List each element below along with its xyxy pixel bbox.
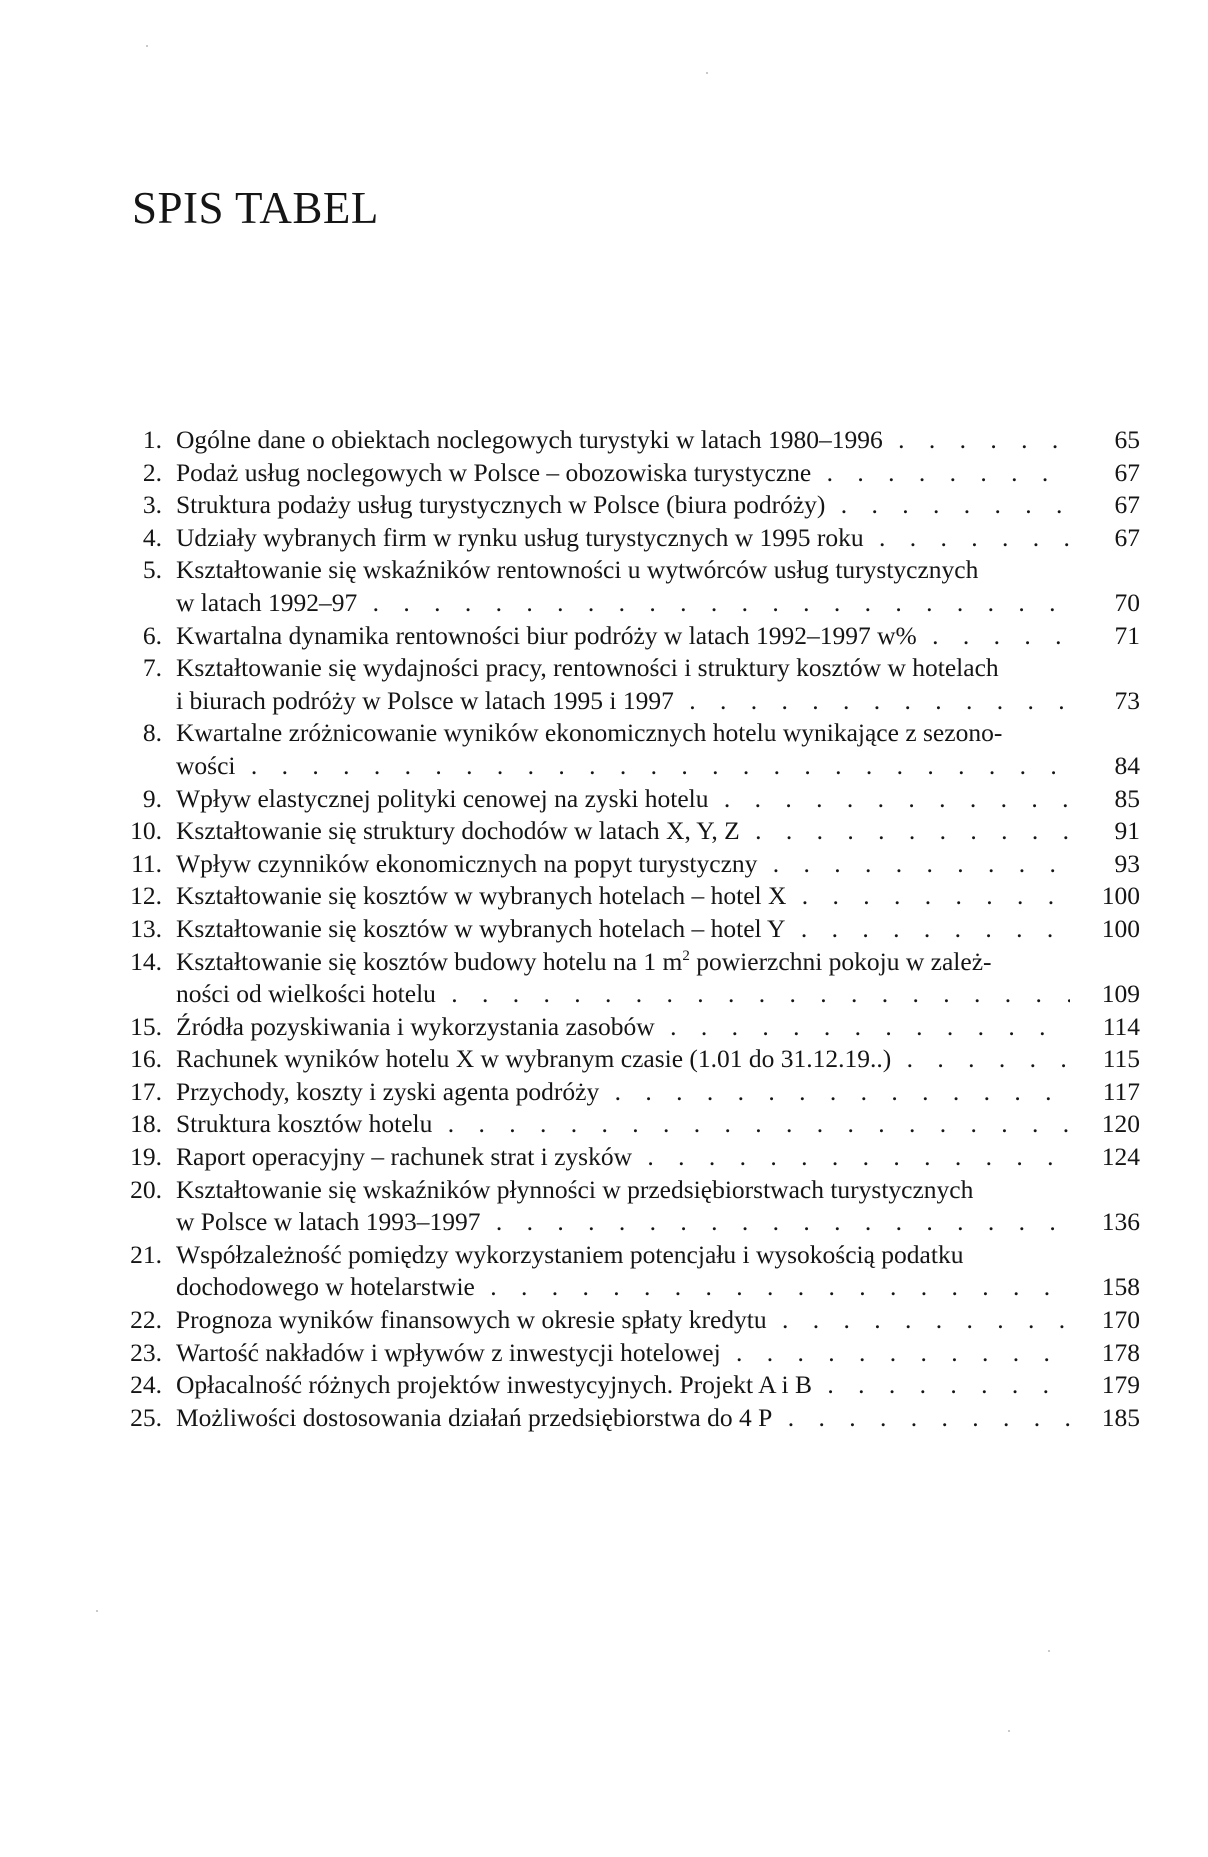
table-entry [124, 1369, 1140, 1402]
entry-page-number: 115 [1102, 1044, 1140, 1074]
entry-title [176, 1108, 1070, 1141]
entry-line [124, 652, 1140, 685]
entry-number: 3. [142, 490, 162, 520]
entry-line [124, 424, 1140, 457]
entry-number: 25. [130, 1402, 162, 1432]
entry-title [176, 457, 1070, 490]
table-entry [124, 815, 1140, 848]
entry-line [124, 1337, 1140, 1370]
entry-number: 17. [130, 1076, 162, 1106]
table-entry [124, 1011, 1140, 1044]
entry-number: 10. [130, 816, 162, 846]
table-entry [124, 1304, 1140, 1337]
table-entry [124, 1141, 1140, 1174]
entry-title-text: Kształtowanie się kosztów w wybranych hotelach – hotel X [176, 881, 787, 911]
entry-title [176, 1402, 1070, 1435]
entry-title [176, 652, 1070, 685]
entry-title-text: w Polsce w latach 1993–1997 [176, 1207, 481, 1237]
table-entry [124, 783, 1140, 816]
entry-number: 22. [130, 1305, 162, 1335]
entry-number: 7. [142, 653, 162, 683]
entry-page-number: 65 [1114, 425, 1140, 454]
entry-title [176, 946, 1070, 979]
entry-number: 24. [130, 1370, 162, 1400]
entry-page-number: 136 [1101, 1207, 1140, 1237]
table-entry [124, 652, 1140, 717]
entry-number: 2. [142, 457, 162, 487]
entry-title-text: Wartość nakładów i wpływów z inwestycji hotelowej [176, 1337, 721, 1367]
entry-line [124, 522, 1140, 555]
entry-title-text: Rachunek wyników hotelu X w wybranym czasie (1.01 do 31.12.19..) [176, 1044, 892, 1074]
entry-line [124, 1402, 1140, 1435]
entry-page-number: 85 [1114, 783, 1140, 813]
entry-line [124, 457, 1140, 490]
entry-number: 21. [130, 1239, 162, 1269]
entry-line [124, 946, 1140, 979]
entry-line [124, 1141, 1140, 1174]
entry-title [176, 1011, 1070, 1044]
table-entry [124, 457, 1140, 490]
table-entry [124, 717, 1140, 782]
table-entry [124, 1076, 1140, 1109]
superscript: 2 [682, 947, 690, 964]
entry-title-text: wości [176, 750, 236, 780]
entry-number: 6. [142, 620, 162, 650]
entry-page-number: 178 [1101, 1337, 1140, 1367]
entry-title [176, 1337, 1070, 1370]
entry-title-text: Kwartalne zróżnicowanie wyników ekonomicznych hotelu wynikające z sezono- [176, 718, 1003, 748]
entry-number: 5. [142, 555, 162, 585]
entry-number: 13. [130, 913, 162, 943]
entry-line [124, 978, 1140, 1011]
entry-page-number: 73 [1114, 685, 1140, 715]
entry-line [124, 1206, 1140, 1239]
table-entry [124, 554, 1140, 619]
entry-page-number: 124 [1101, 1142, 1140, 1172]
entry-page-number: 158 [1101, 1272, 1140, 1302]
table-entry [124, 1108, 1140, 1141]
entry-title [176, 913, 1070, 946]
entry-title-text: Kształtowanie się struktury dochodów w latach X, Y, Z [176, 816, 740, 846]
entry-number: 4. [142, 522, 162, 552]
entry-title-text: Współzależność pomiędzy wykorzystaniem potencjału i wysokością podatku [176, 1239, 964, 1269]
table-entry [124, 1174, 1140, 1239]
entry-title [176, 848, 1070, 881]
entry-number: 14. [130, 946, 162, 976]
entry-line [124, 1239, 1140, 1272]
entry-page-number: 117 [1102, 1076, 1140, 1106]
entry-title [176, 815, 1070, 848]
entry-title [176, 783, 1070, 816]
entry-page-number: 114 [1102, 1011, 1140, 1041]
entry-title-text: Źródła pozyskiwania i wykorzystania zasobów [176, 1011, 655, 1041]
table-entry [124, 1043, 1140, 1076]
entry-title [176, 1043, 1070, 1076]
entry-line [124, 1271, 1140, 1304]
entry-page-number: 109 [1101, 979, 1140, 1009]
entry-title-text: w latach 1992–97 [176, 587, 358, 617]
entry-number: 9. [142, 783, 162, 813]
entry-title-text: Udziały wybranych firm w rynku usług turystycznych w 1995 roku [176, 522, 864, 552]
table-list [124, 424, 1140, 1434]
entry-title-text: Przychody, koszty i zyski agenta podróży [176, 1076, 600, 1106]
entry-number: 11. [131, 848, 162, 878]
entry-title [176, 424, 1070, 457]
entry-page-number: 93 [1114, 848, 1140, 878]
entry-title-text: Podaż usług noclegowych w Polsce – obozowiska turystyczne [176, 457, 812, 487]
entry-title [176, 880, 1070, 913]
entry-line [124, 1174, 1140, 1207]
entry-line [124, 717, 1140, 750]
entry-line [124, 913, 1140, 946]
scan-speck [96, 1610, 98, 1612]
table-entry [124, 620, 1140, 653]
scan-speck [706, 72, 708, 74]
entry-title-text: Możliwości dostosowania działań przedsiębiorstwa do 4 P [176, 1402, 773, 1432]
entry-title [176, 978, 1070, 1011]
entry-title [176, 1271, 1070, 1304]
entry-line [124, 815, 1140, 848]
table-entry [124, 946, 1140, 1011]
entry-line [124, 489, 1140, 522]
entry-title-text: Kształtowanie się wskaźników rentowności u wytwórców usług turystycznych [176, 555, 979, 585]
entry-number: 23. [130, 1337, 162, 1367]
table-entry [124, 913, 1140, 946]
entry-title [176, 1369, 1070, 1402]
entry-page-number: 67 [1114, 490, 1140, 520]
entry-title [176, 717, 1070, 750]
entry-title [176, 554, 1070, 587]
entry-title-part: Kształtowanie się kosztów budowy hotelu na 1 m [176, 946, 683, 976]
scan-speck [1008, 1730, 1010, 1732]
entry-title-text: Opłacalność różnych projektów inwestycyjnych. Projekt A i B [176, 1370, 812, 1400]
entry-title [176, 1076, 1070, 1109]
entry-page-number: 84 [1114, 750, 1140, 780]
entry-page-number: 71 [1114, 620, 1140, 650]
entry-title-text: dochodowego w hotelarstwie [176, 1272, 475, 1302]
entry-line [124, 750, 1140, 783]
table-entry [124, 1402, 1140, 1435]
entry-title-text: Raport operacyjny – rachunek strat i zysków [176, 1142, 633, 1172]
entry-page-number: 170 [1101, 1305, 1140, 1335]
entry-title [176, 1141, 1070, 1174]
entry-number: 1. [142, 425, 162, 454]
page-title: SPIS TABEL [132, 183, 379, 233]
entry-title [176, 522, 1070, 555]
entry-title [176, 1206, 1070, 1239]
entry-line [124, 1108, 1140, 1141]
entry-number: 8. [142, 718, 162, 748]
entry-title-text: Kształtowanie się wydajności pracy, rentowności i struktury kosztów w hotelach [176, 653, 999, 683]
entry-title [176, 1304, 1070, 1337]
entry-page-number: 91 [1114, 816, 1140, 846]
entry-title-text: i biurach podróży w Polsce w latach 1995 i 1997 [176, 685, 674, 715]
entry-line [124, 1011, 1140, 1044]
entry-number: 16. [130, 1044, 162, 1074]
entry-number: 15. [130, 1011, 162, 1041]
entry-title-text: Wpływ czynników ekonomicznych na popyt turystyczny [176, 848, 758, 878]
entry-page-number: 179 [1101, 1370, 1140, 1400]
table-entry [124, 489, 1140, 522]
entry-number: 18. [130, 1109, 162, 1139]
scan-speck [146, 45, 148, 47]
entry-line [124, 1369, 1140, 1402]
entry-title-text: Kształtowanie się wskaźników płynności w przedsiębiorstwach turystycznych [176, 1174, 974, 1204]
table-entry [124, 1239, 1140, 1304]
entry-number: 12. [130, 881, 162, 911]
entry-line [124, 1043, 1140, 1076]
table-entry [124, 522, 1140, 555]
entry-page-number: 67 [1114, 457, 1140, 487]
entry-title-text: Kształtowanie się kosztów w wybranych hotelach – hotel Y [176, 913, 786, 943]
entry-title-text: Ogólne dane o obiektach noclegowych turystyki w latach 1980–1996 [176, 425, 883, 454]
table-entry [124, 1337, 1140, 1370]
entry-title-text: Struktura podaży usług turystycznych w Polsce (biura podróży) [176, 490, 826, 520]
entry-title [176, 1239, 1070, 1272]
entry-line [124, 554, 1140, 587]
entry-number: 20. [130, 1174, 162, 1204]
entry-line [124, 1304, 1140, 1337]
entry-title [176, 620, 1070, 653]
table-entry [124, 424, 1140, 457]
entry-page-number: 100 [1101, 913, 1140, 943]
table-entry [124, 880, 1140, 913]
entry-title-text: Prognoza wyników finansowych w okresie spłaty kredytu [176, 1305, 767, 1335]
entry-line [124, 848, 1140, 881]
entry-title [176, 489, 1070, 522]
entry-line [124, 1076, 1140, 1109]
entry-line [124, 783, 1140, 816]
entry-line [124, 587, 1140, 620]
entry-title [176, 587, 1070, 620]
entry-title-text: ności od wielkości hotelu [176, 979, 436, 1009]
entry-title [176, 750, 1070, 783]
entry-number: 19. [130, 1142, 162, 1172]
entry-page-number: 67 [1114, 522, 1140, 552]
entry-page-number: 120 [1101, 1109, 1140, 1139]
entry-line [124, 880, 1140, 913]
entry-title-text: Struktura kosztów hotelu [176, 1109, 433, 1139]
entry-page-number: 100 [1101, 881, 1140, 911]
entry-title-part: powierzchni pokoju w zależ- [689, 946, 992, 976]
entry-title [176, 685, 1070, 718]
scan-speck [1048, 1650, 1050, 1652]
entry-title-text: Wpływ elastycznej polityki cenowej na zyski hotelu [176, 783, 709, 813]
table-entry [124, 848, 1140, 881]
entry-line [124, 685, 1140, 718]
entry-line [124, 620, 1140, 653]
entry-title [176, 1174, 1070, 1207]
entry-page-number: 70 [1114, 587, 1140, 617]
entry-title-text: Kwartalna dynamika rentowności biur podróży w latach 1992–1997 w% [176, 620, 917, 650]
entry-page-number: 185 [1101, 1402, 1140, 1432]
